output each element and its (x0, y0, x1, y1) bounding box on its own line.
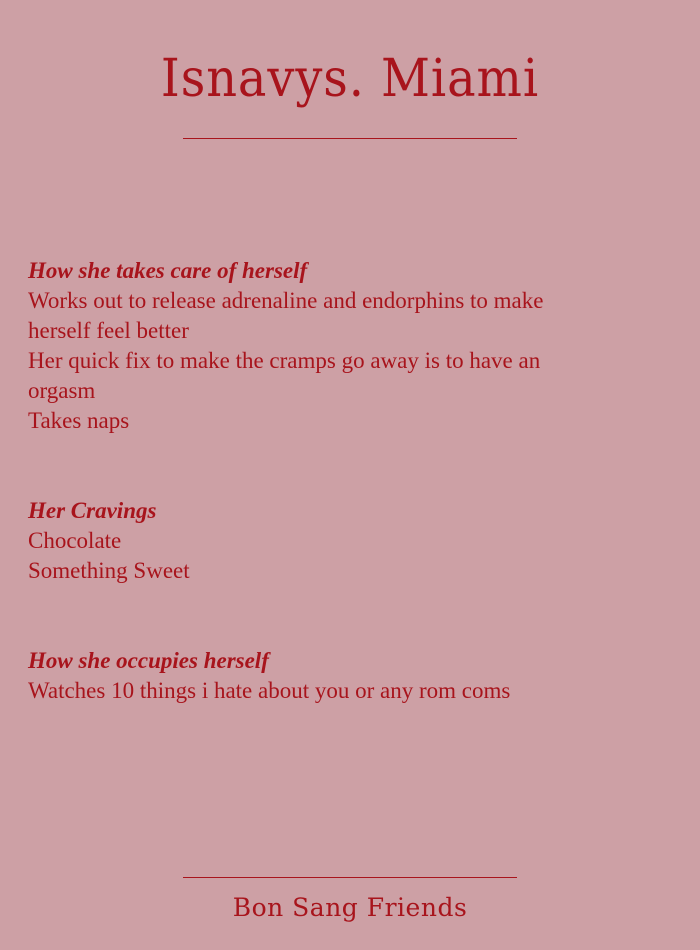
section-cravings (28, 496, 648, 586)
text-line: Chocolate (28, 528, 122, 553)
page-title: Isnavys. Miami (160, 49, 540, 109)
text-line: Her quick fix to make the cramps go away is to have an (28, 348, 541, 373)
section-self-care (28, 256, 648, 436)
text-line: Something Sweet (28, 558, 190, 583)
top-divider (183, 138, 517, 139)
text-line: Takes naps (28, 408, 130, 433)
footer-signature: Bon Sang Friends (232, 893, 468, 922)
text-line: Watches 10 things i hate about you or any rom coms (28, 678, 511, 703)
section-heading: How she occupies herself (28, 648, 269, 673)
section-heading: Her Cravings (28, 498, 157, 523)
section-heading: How she takes care of herself (28, 258, 308, 283)
text-line: herself feel better (28, 318, 189, 343)
bottom-divider (183, 877, 517, 878)
text-line: orgasm (28, 378, 96, 403)
section-occupies (28, 646, 648, 706)
text-line: Works out to release adrenaline and endorphins to make (28, 288, 544, 313)
